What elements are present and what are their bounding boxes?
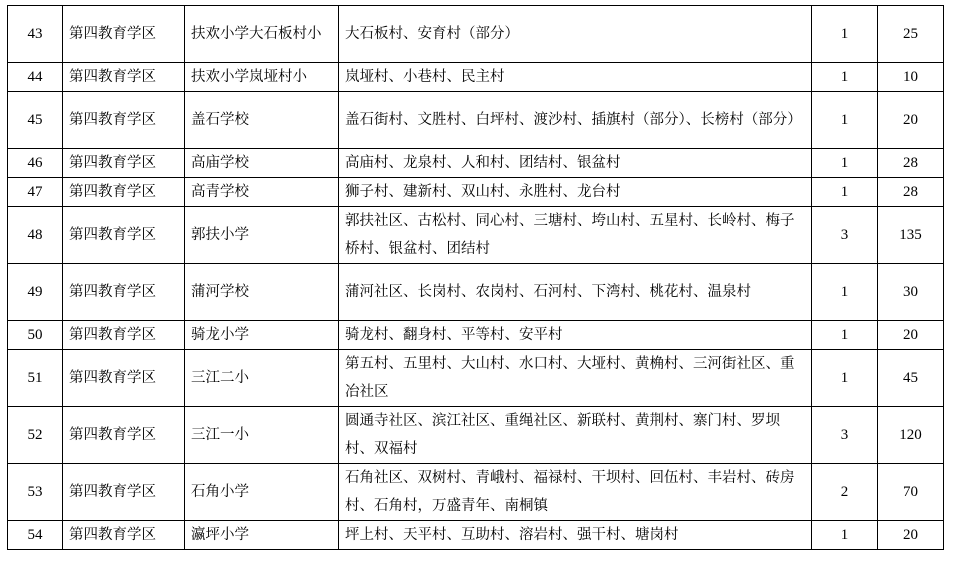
school-cell: 扶欢小学大石板村小 — [185, 6, 339, 63]
table-row — [8, 207, 944, 264]
row-number: 43 — [8, 6, 63, 63]
classes-cell: 1 — [812, 321, 878, 350]
row-number: 54 — [8, 521, 63, 550]
district-cell: 第四教育学区 — [63, 178, 185, 207]
villages-cell: 盖石街村、文胜村、白坪村、渡沙村、插旗村（部分）、长榜村（部分） — [339, 92, 812, 149]
row-number: 53 — [8, 464, 63, 521]
students-cell: 10 — [878, 63, 944, 92]
school-cell: 盖石学校 — [185, 92, 339, 149]
students-cell: 28 — [878, 178, 944, 207]
row-number: 45 — [8, 92, 63, 149]
school-cell: 郭扶小学 — [185, 207, 339, 264]
students-cell: 20 — [878, 521, 944, 550]
table-row — [8, 264, 944, 321]
district-cell: 第四教育学区 — [63, 464, 185, 521]
villages-cell: 蒲河社区、长岗村、农岗村、石河村、下湾村、桃花村、温泉村 — [339, 264, 812, 321]
table-row — [8, 521, 944, 550]
row-number: 50 — [8, 321, 63, 350]
students-cell: 120 — [878, 407, 944, 464]
villages-cell: 圆通寺社区、滨江社区、重绳社区、新联村、黄荆村、寨门村、罗坝村、双福村 — [339, 407, 812, 464]
villages-cell: 郭扶社区、古松村、同心村、三塘村、垮山村、五星村、长岭村、梅子桥村、银盆村、团结村 — [339, 207, 812, 264]
school-cell: 石角小学 — [185, 464, 339, 521]
district-cell: 第四教育学区 — [63, 207, 185, 264]
school-cell: 瀛坪小学 — [185, 521, 339, 550]
district-cell: 第四教育学区 — [63, 350, 185, 407]
table-row — [8, 350, 944, 407]
students-cell: 135 — [878, 207, 944, 264]
villages-cell: 岚垭村、小巷村、民主村 — [339, 63, 812, 92]
row-number: 46 — [8, 149, 63, 178]
students-cell: 20 — [878, 92, 944, 149]
classes-cell: 1 — [812, 6, 878, 63]
classes-cell: 1 — [812, 63, 878, 92]
district-cell: 第四教育学区 — [63, 521, 185, 550]
students-cell: 25 — [878, 6, 944, 63]
classes-cell: 3 — [812, 207, 878, 264]
classes-cell: 1 — [812, 92, 878, 149]
students-cell: 30 — [878, 264, 944, 321]
district-cell: 第四教育学区 — [63, 407, 185, 464]
school-cell: 高庙学校 — [185, 149, 339, 178]
classes-cell: 1 — [812, 350, 878, 407]
school-cell: 扶欢小学岚垭村小 — [185, 63, 339, 92]
students-cell: 45 — [878, 350, 944, 407]
district-cell: 第四教育学区 — [63, 149, 185, 178]
villages-cell: 大石板村、安育村（部分） — [339, 6, 812, 63]
school-cell: 骑龙小学 — [185, 321, 339, 350]
row-number: 47 — [8, 178, 63, 207]
table-row — [8, 6, 944, 63]
villages-cell: 骑龙村、翻身村、平等村、安平村 — [339, 321, 812, 350]
table-row — [8, 149, 944, 178]
classes-cell: 3 — [812, 407, 878, 464]
villages-cell: 第五村、五里村、大山村、水口村、大垭村、黄桷村、三河街社区、重冶社区 — [339, 350, 812, 407]
table-row — [8, 321, 944, 350]
table-row — [8, 63, 944, 92]
district-cell: 第四教育学区 — [63, 264, 185, 321]
row-number: 49 — [8, 264, 63, 321]
villages-cell: 高庙村、龙泉村、人和村、团结村、银盆村 — [339, 149, 812, 178]
school-cell: 三江一小 — [185, 407, 339, 464]
classes-cell: 1 — [812, 521, 878, 550]
students-cell: 70 — [878, 464, 944, 521]
students-cell: 20 — [878, 321, 944, 350]
classes-cell: 2 — [812, 464, 878, 521]
school-cell: 高青学校 — [185, 178, 339, 207]
row-number: 51 — [8, 350, 63, 407]
table-row — [8, 407, 944, 464]
table-body — [8, 6, 944, 550]
classes-cell: 1 — [812, 149, 878, 178]
school-cell: 三江二小 — [185, 350, 339, 407]
villages-cell: 石角社区、双树村、青峨村、福禄村、干坝村、回伍村、丰岩村、砖房村、石角村，万盛青年、南桐镇 — [339, 464, 812, 521]
classes-cell: 1 — [812, 178, 878, 207]
table-row — [8, 92, 944, 149]
school-cell: 蒲河学校 — [185, 264, 339, 321]
district-cell: 第四教育学区 — [63, 92, 185, 149]
villages-cell: 坪上村、天平村、互助村、溶岩村、强干村、塘岗村 — [339, 521, 812, 550]
table-row — [8, 464, 944, 521]
villages-cell: 狮子村、建新村、双山村、永胜村、龙台村 — [339, 178, 812, 207]
table-row — [8, 178, 944, 207]
classes-cell: 1 — [812, 264, 878, 321]
district-cell: 第四教育学区 — [63, 63, 185, 92]
row-number: 48 — [8, 207, 63, 264]
row-number: 52 — [8, 407, 63, 464]
district-cell: 第四教育学区 — [63, 6, 185, 63]
school-district-table — [7, 5, 944, 550]
district-cell: 第四教育学区 — [63, 321, 185, 350]
row-number: 44 — [8, 63, 63, 92]
students-cell: 28 — [878, 149, 944, 178]
